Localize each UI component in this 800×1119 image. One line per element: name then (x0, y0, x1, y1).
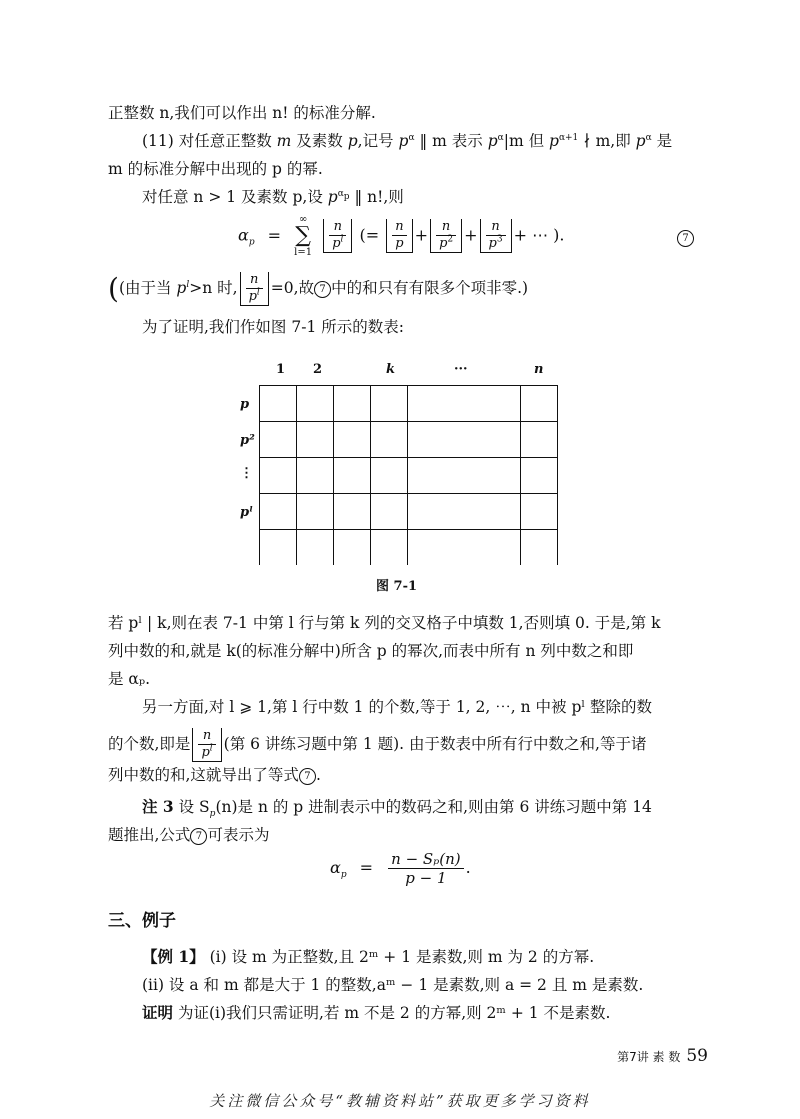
text: 另一方面,对 l ⩾ 1,第 l 行中数 1 的个数,等于 1, 2, ⋯, n 中被 pˡ 整除的数 (142, 698, 653, 716)
fraction (392, 219, 406, 252)
text: (i) 设 m 为正整数,且 2ᵐ + 1 是素数,则 m 为 2 的方幂. (204, 948, 595, 966)
grid-cell (260, 494, 297, 530)
text: (n)是 n 的 p 进制表示中的数码之和,则由第 6 讲练习题中第 14 (215, 798, 652, 816)
grid-cell (408, 458, 521, 494)
sub: p (248, 237, 255, 248)
denominator: p − 1 (405, 869, 447, 887)
denominator (198, 745, 215, 761)
grid-cell (297, 530, 334, 566)
text: ‖ m 表示 (414, 132, 488, 150)
numerator: n (491, 219, 500, 234)
grid-cell (521, 494, 558, 530)
chapter-label: 第7讲 素 数 (617, 1050, 681, 1064)
col-label: 1 (276, 362, 286, 377)
note-line (142, 796, 652, 818)
grid-cell (371, 386, 408, 422)
var: p (635, 132, 646, 150)
plus: + (464, 225, 478, 245)
page-footer (617, 1046, 708, 1066)
sum (294, 214, 312, 258)
proof-line (142, 1002, 610, 1024)
var: p (398, 132, 409, 150)
period: . (465, 858, 471, 877)
tail: + ⋯ ). (513, 225, 565, 245)
sub: p (343, 191, 350, 202)
exp: l (256, 287, 260, 298)
numerator: n (395, 219, 404, 234)
denominator: p (395, 236, 404, 251)
numerator: n (441, 219, 451, 234)
col-label: n (534, 362, 544, 377)
var: p (248, 289, 257, 304)
text: 及素数 (291, 132, 348, 150)
exp: l (209, 743, 213, 754)
open-paren: (= (359, 225, 380, 245)
exp: 3 (496, 234, 503, 245)
denominator (436, 236, 456, 252)
paragraph-line (142, 316, 404, 338)
fraction (329, 219, 346, 252)
equation-1 (238, 214, 565, 258)
var: p (487, 132, 498, 150)
text: ,记号 (357, 132, 399, 150)
grid-cell (334, 494, 371, 530)
sub: p (340, 870, 347, 881)
floor-bracket (240, 272, 269, 306)
row-label: pˡ (240, 505, 253, 520)
sub: p (209, 809, 216, 820)
var: p (201, 745, 210, 760)
row-label: p² (240, 433, 255, 448)
grid-cell (334, 386, 371, 422)
var: p (332, 236, 341, 251)
fraction (436, 219, 456, 252)
grid-cell (408, 386, 521, 422)
grid-cell (521, 458, 558, 494)
example-line (142, 946, 594, 968)
grid-cell (408, 494, 521, 530)
text: 正整数 n,我们可以作出 n! 的标准分解. (108, 104, 376, 122)
note-label: 注 3 (142, 797, 174, 816)
grid-cell (371, 422, 408, 458)
text: 是 αₚ. (108, 670, 151, 688)
exp: α+1 (558, 132, 579, 143)
paragraph-line (108, 764, 321, 786)
watermark (0, 1090, 800, 1111)
grid-cell (260, 458, 297, 494)
floor-bracket (430, 219, 462, 253)
var: p (549, 132, 559, 150)
example-label: 【例 1】 (142, 947, 205, 966)
text: 列中数的和,这就导出了等式 (108, 766, 299, 784)
exp: 2 (447, 234, 454, 245)
floor-bracket (480, 219, 512, 253)
row-label: ⋮ (240, 466, 253, 481)
paragraph-line (108, 640, 633, 662)
grid-cell (334, 458, 371, 494)
grid-cell (371, 530, 408, 566)
equals: = (359, 858, 374, 877)
fraction (246, 272, 263, 305)
text: |m 但 (503, 132, 549, 150)
exp: l (340, 234, 344, 245)
text: (第 6 讲练习题中第 1 题). 由于数表中所有行中数之和,等于诸 (223, 735, 647, 753)
text: (ii) 设 a 和 m 都是大于 1 的整数,aᵐ − 1 是素数,则 a = 2 且 m 是素数. (142, 976, 644, 994)
grid-cell (521, 386, 558, 422)
var: p (327, 188, 338, 206)
sum-bottom: l=1 (294, 247, 313, 258)
text: . (315, 766, 321, 784)
text: =0,故 (270, 279, 315, 297)
grid-cell (371, 458, 408, 494)
note-line (108, 824, 269, 846)
equals: = (267, 225, 282, 245)
grid-cell (260, 422, 297, 458)
grid-cell (408, 422, 521, 458)
fraction (486, 219, 506, 252)
exp: α (337, 188, 344, 199)
grid-cell (521, 422, 558, 458)
text: >n 时, (189, 279, 238, 297)
exp: α (497, 132, 504, 143)
paragraph-line (142, 130, 672, 152)
alpha: α (330, 858, 341, 877)
alpha: α (238, 225, 249, 245)
plus: + (414, 225, 429, 245)
floor-bracket (192, 728, 221, 762)
grid-cell (297, 458, 334, 494)
fraction (388, 850, 463, 887)
numerator: n (202, 728, 212, 743)
text: (由于当 (118, 279, 177, 297)
text: 若 pˡ | k,则在表 7-1 中第 l 行与第 k 列的交叉格子中填数 1,否则填 0. 于是,第 k (108, 614, 661, 632)
paragraph-line (142, 696, 652, 718)
floor-bracket (323, 219, 352, 253)
paragraph-line (108, 102, 376, 124)
denominator (246, 289, 263, 305)
watermark-text: 关注微信公众号“教辅资料站”获取更多学习资料 (209, 1092, 591, 1110)
exp: α (408, 132, 415, 143)
text: (11) 对任意正整数 (142, 132, 277, 150)
equation-tag: 7 (314, 281, 331, 298)
numerator: n (333, 219, 343, 234)
text: 是 (651, 132, 673, 150)
paragraph-line (108, 158, 323, 180)
text: 设 S (173, 798, 210, 816)
var: p (176, 279, 187, 297)
grid-cell (297, 386, 334, 422)
text: 对任意 n > 1 及素数 p,设 (142, 188, 328, 206)
exp: α (645, 132, 652, 143)
text: 列中数的和,就是 k(的标准分解中)所含 p 的幂次,而表中所有 n 列中数之和即 (108, 642, 634, 660)
paragraph-line (108, 272, 528, 306)
sum-top: ∞ (298, 214, 308, 225)
numerator: n (250, 272, 259, 287)
grid-cell (260, 530, 297, 566)
text: 中的和只有有限多个项非零.) (331, 279, 529, 297)
denominator (486, 236, 506, 252)
example-line (142, 974, 643, 996)
proof-label: 证明 (142, 1003, 174, 1022)
equation-tag: 7 (677, 230, 694, 247)
grid-cell (260, 386, 297, 422)
fraction (198, 728, 215, 761)
paragraph-line (108, 728, 646, 762)
col-label: k (386, 362, 396, 377)
section-title (108, 910, 176, 932)
paren: ( (108, 272, 119, 305)
figure-caption: 图 7-1 (376, 579, 418, 594)
denominator (329, 236, 346, 252)
grid-cell (334, 422, 371, 458)
text: m 的标准分解中出现的 p 的幂. (108, 160, 323, 178)
row-label: p (240, 397, 250, 412)
paragraph-line (108, 668, 150, 690)
text: 的个数,即是 (108, 735, 191, 753)
col-label: ··· (454, 362, 468, 377)
equation-2 (330, 850, 471, 887)
numerator: n − Sₚ(n) (391, 850, 461, 868)
grid-cell (297, 494, 334, 530)
sum-symbol: ∑ (295, 223, 311, 248)
var: p (488, 236, 497, 251)
text: 为了证明,我们作如图 7-1 所示的数表: (142, 318, 404, 336)
floor-bracket (386, 219, 412, 253)
equation-tag: 7 (190, 828, 207, 845)
grid-cell (521, 530, 558, 566)
var: p (439, 236, 448, 251)
grid-cell (371, 494, 408, 530)
grid-cell (408, 530, 521, 566)
text: 可表示为 (207, 826, 270, 844)
text: 为证(i)我们只需证明,若 m 不是 2 的方幂,则 2ᵐ + 1 不是素数. (173, 1004, 611, 1022)
text: 题推出,公式 (108, 826, 191, 844)
paragraph-line (108, 612, 661, 634)
paragraph-line (142, 186, 404, 208)
var: m (276, 132, 292, 150)
grid-cell (334, 530, 371, 566)
figure-grid (259, 385, 558, 565)
var: p (347, 132, 358, 150)
text: ‖ n!,则 (349, 188, 404, 206)
page-number: 59 (686, 1046, 708, 1066)
section-title-text: 三、例子 (108, 911, 176, 931)
equation-tag: 7 (299, 768, 316, 785)
col-label: 2 (313, 362, 323, 377)
text: ∤ m,即 (578, 132, 636, 150)
exp: l (186, 279, 190, 290)
grid-cell (297, 422, 334, 458)
